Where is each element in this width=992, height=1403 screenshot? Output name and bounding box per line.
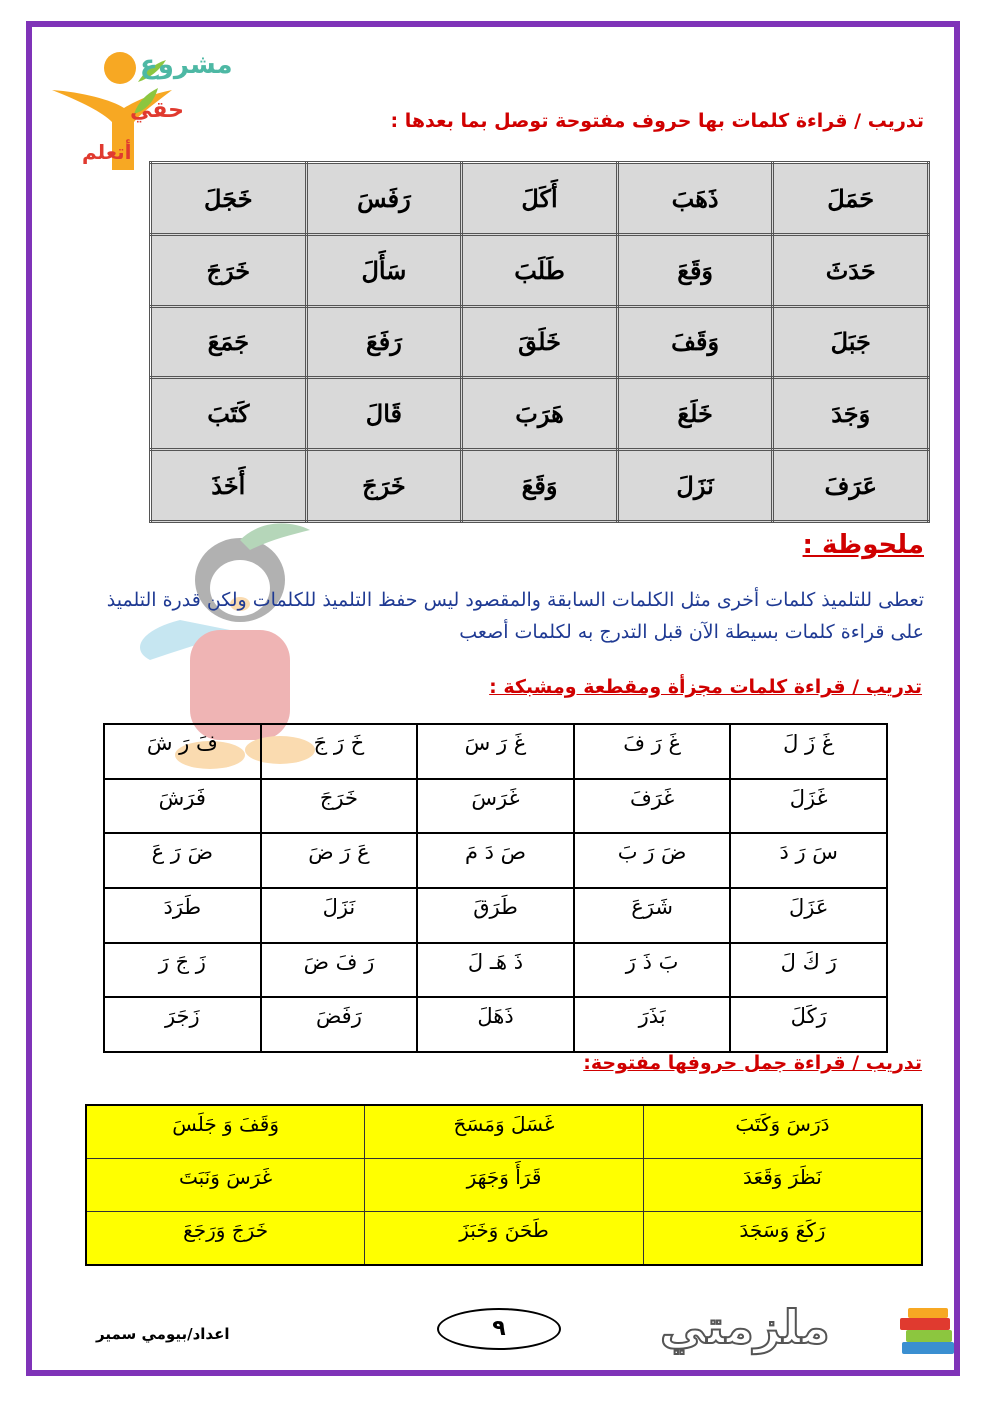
word-cell: خَرَجَ (151, 234, 307, 306)
syllable-cell: عَ رَ ضَ (261, 833, 418, 888)
sentence-cell: رَكَعَ وَسَجَدَ (643, 1211, 922, 1265)
syllable-cell: رَ فَ ضَ (261, 943, 418, 998)
brand-logo-text: ملزمتي (660, 1300, 830, 1354)
word-cell: وَقَعَ (617, 234, 773, 306)
author-credit: اعداد/بيومي سمير (96, 1325, 230, 1343)
word-cell: فَرَشَ (104, 779, 261, 834)
word-cell: رَفَضَ (261, 997, 418, 1052)
word-cell: خَلَعَ (617, 378, 773, 450)
sentences-table (85, 1104, 923, 1266)
word-cell: غَزَلَ (730, 779, 887, 834)
sentence-cell: نَظَرَ وَقَعَدَ (643, 1159, 922, 1212)
word-cell: كَتَبَ (151, 378, 307, 450)
sentence-cell: وَقَفَ وَ جَلَسَ (86, 1105, 365, 1159)
table-row (104, 943, 887, 998)
word-cell: جَمَعَ (151, 306, 307, 378)
syllable-cell: ضَ رَ بَ (574, 833, 731, 888)
table-row (104, 724, 887, 779)
logo-text-project: مشروع (140, 50, 233, 80)
syllable-cell: زَ جَ رَ (104, 943, 261, 998)
word-cell: رَفَسَ (306, 163, 462, 235)
sentence-cell: دَرَسَ وَكَتَبَ (643, 1105, 922, 1159)
word-cell: عَرَفَ (773, 450, 929, 522)
syllable-cell: بَ ذَ رَ (574, 943, 731, 998)
word-cell: خَرَجَ (261, 779, 418, 834)
word-cell: جَبَلَ (773, 306, 929, 378)
syllable-cell: غَ رَ سَ (417, 724, 574, 779)
note-title: ملحوظة : (802, 530, 924, 560)
word-cell: زَجَرَ (104, 997, 261, 1052)
syllable-cell: ذَ هَـ لَ (417, 943, 574, 998)
table-row (104, 833, 887, 888)
word-cell: بَذَرَ (574, 997, 731, 1052)
word-cell: هَرَبَ (462, 378, 618, 450)
word-cell: غَرَسَ (417, 779, 574, 834)
syllable-cell: ضَ رَ عَ (104, 833, 261, 888)
word-cell: رَكَلَ (730, 997, 887, 1052)
syllable-cell: خَ رَ جَ (261, 724, 418, 779)
table-row (104, 997, 887, 1052)
word-cell: حَدَثَ (773, 234, 929, 306)
books-icon (898, 1306, 958, 1358)
sentence-cell: غَسَلَ وَمَسَحَ (365, 1105, 644, 1159)
word-cell: شَرَعَ (574, 888, 731, 943)
word-cell: وَقَفَ (617, 306, 773, 378)
syllable-cell: صَ دَ مَ (417, 833, 574, 888)
table-row (151, 163, 929, 235)
syllable-cell: غَ زَ لَ (730, 724, 887, 779)
logo-text-right: حقي (130, 98, 184, 123)
word-cell: وَقَعَ (462, 450, 618, 522)
word-cell: أَكَلَ (462, 163, 618, 235)
word-cell: طَرَقَ (417, 888, 574, 943)
sentence-cell: قَرَأَ وَجَهَرَ (365, 1159, 644, 1212)
table-row (86, 1105, 922, 1159)
table-row (151, 450, 929, 522)
syllable-cell: رَ كَ لَ (730, 943, 887, 998)
table-row (86, 1211, 922, 1265)
sentence-cell: خَرَجَ وَرَجَعَ (86, 1211, 365, 1265)
logo-text-learn: أتعلم (82, 140, 132, 164)
word-cell: رَفَعَ (306, 306, 462, 378)
table-row (86, 1159, 922, 1212)
word-cell: حَمَلَ (773, 163, 929, 235)
exercise-heading-3: تدريب / قراءة جمل حروفها مفتوحة: (583, 1052, 922, 1074)
table-row (104, 779, 887, 834)
word-cell: أَخَذَ (151, 450, 307, 522)
word-cell: غَرَفَ (574, 779, 731, 834)
word-cell: طَرَدَ (104, 888, 261, 943)
exercise-heading-2: تدريب / قراءة كلمات مجزأة ومقطعة ومشبكة : (489, 676, 922, 698)
word-cell: خَلَقَ (462, 306, 618, 378)
syllable-cell: غَ رَ فَ (574, 724, 731, 779)
word-cell: طَلَبَ (462, 234, 618, 306)
table-row (104, 888, 887, 943)
sentence-cell: غَرَسَ وَنَبَتَ (86, 1159, 365, 1212)
table-row (151, 378, 929, 450)
note-line-2: على قراءة كلمات بسيطة الآن قبل التدرج به لكلمات أصعب (459, 621, 924, 643)
word-cell: عَزَلَ (730, 888, 887, 943)
note-line-1: تعطى للتلميذ كلمات أخرى مثل الكلمات السابقة والمقصود ليس حفظ التلميذ للكلمات ولكن قدرة التلميذ (106, 589, 924, 611)
note-paragraph (64, 584, 924, 648)
word-cell: سَأَلَ (306, 234, 462, 306)
exercise-heading-1: تدريب / قراءة كلمات بها حروف مفتوحة توصل بما بعدها : (390, 110, 924, 132)
word-cell: خَجَلَ (151, 163, 307, 235)
table-row (151, 306, 929, 378)
word-cell: وَجَدَ (773, 378, 929, 450)
table-row (151, 234, 929, 306)
sentence-cell: طَحَنَ وَخَبَزَ (365, 1211, 644, 1265)
word-cell: نَزَلَ (617, 450, 773, 522)
syllable-cell: فَ رَ شَ (104, 724, 261, 779)
word-cell: خَرَجَ (306, 450, 462, 522)
words-table-1 (149, 161, 930, 523)
word-cell: قَالَ (306, 378, 462, 450)
page-number: ٩ (437, 1308, 561, 1350)
syllables-table (103, 723, 888, 1053)
word-cell: ذَهَلَ (417, 997, 574, 1052)
word-cell: ذَهَبَ (617, 163, 773, 235)
syllable-cell: سَ رَ دَ (730, 833, 887, 888)
word-cell: نَزَلَ (261, 888, 418, 943)
